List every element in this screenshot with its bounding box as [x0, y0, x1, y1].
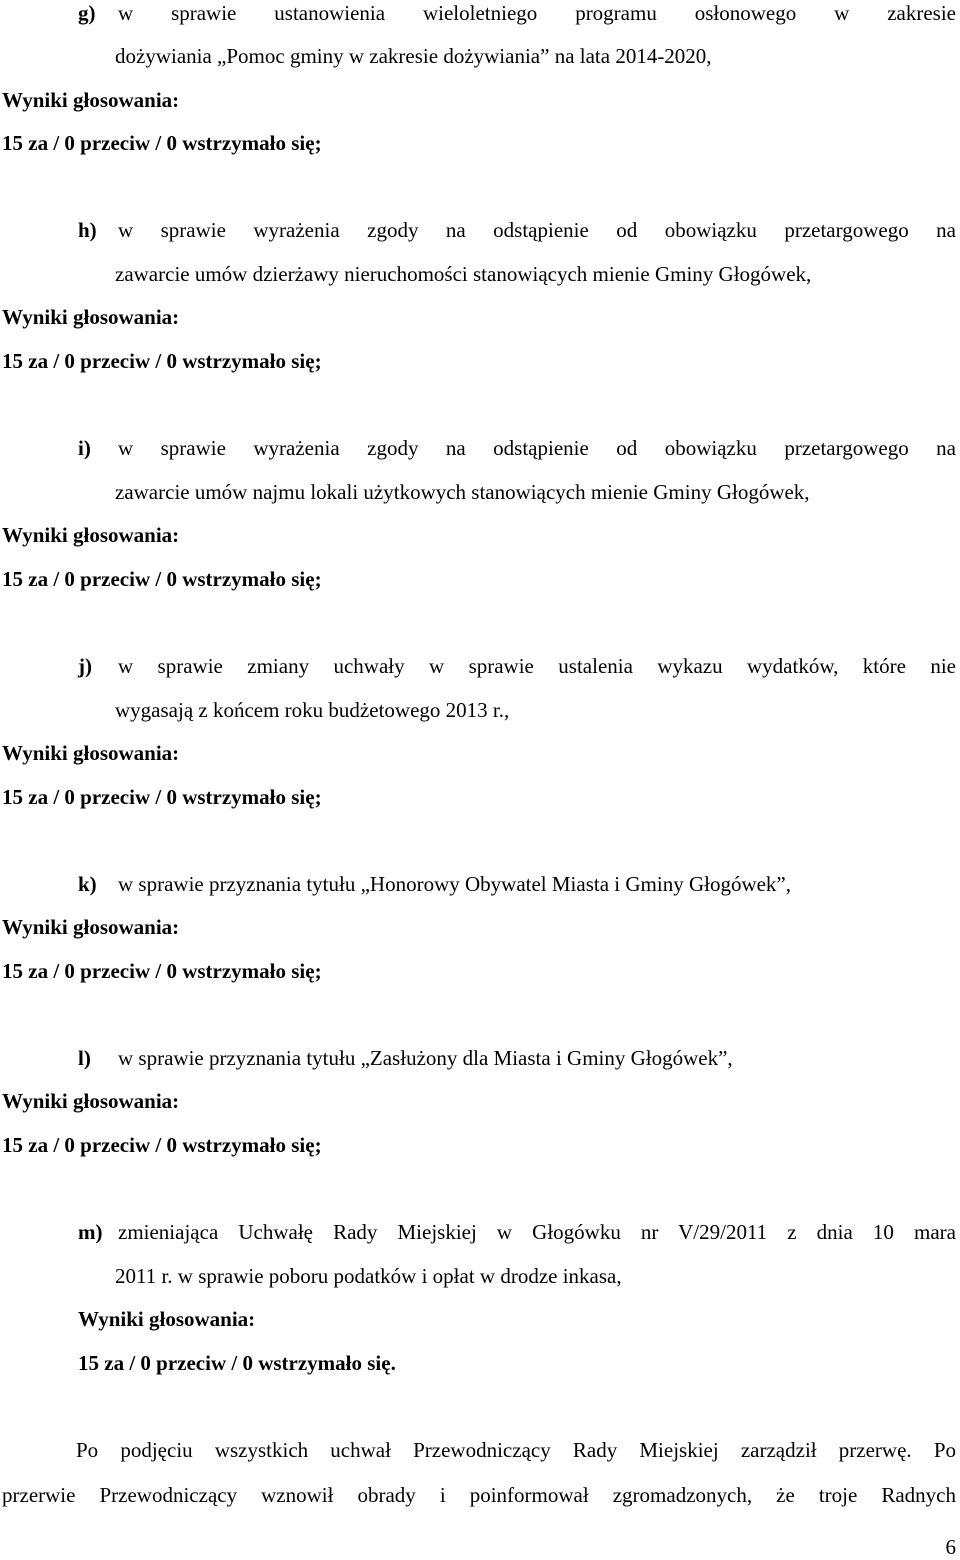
- item-g-line1: g) w sprawie ustanowienia wieloletniego programu osłonowego w zakresie: [78, 1, 956, 25]
- vote-heading: Wyniki głosowania:: [2, 915, 180, 939]
- item-label: h): [78, 218, 97, 242]
- item-h-line2: zawarcie umów dzierżawy nieruchomości stanowiących mienie Gminy Głogówek,: [115, 262, 812, 286]
- item-m-line2: 2011 r. w sprawie poboru podatków i opłat w drodze inkasa,: [115, 1264, 622, 1288]
- closing-paragraph-line2: przerwie Przewodniczący wznowił obrady i poinformował zgromadzonych, że troje Radnych: [2, 1483, 956, 1507]
- vote-heading: Wyniki głosowania:: [2, 523, 180, 547]
- page-number: 6: [945, 1535, 956, 1559]
- vote-result: 15 za / 0 przeciw / 0 wstrzymało się;: [2, 567, 322, 591]
- item-i-line1: i) w sprawie wyrażenia zgody na odstąpienie od obowiązku przetargowego na: [78, 436, 956, 460]
- item-label: m): [78, 1220, 103, 1244]
- item-j-line2: wygasają z końcem roku budżetowego 2013 r.,: [115, 698, 510, 722]
- item-label: j): [78, 654, 92, 678]
- item-label: i): [78, 436, 91, 460]
- vote-heading: Wyniki głosowania:: [2, 741, 180, 765]
- vote-result: 15 za / 0 przeciw / 0 wstrzymało się;: [2, 131, 322, 155]
- item-k-line1: k) w sprawie przyznania tytułu „Honorowy Obywatel Miasta i Gminy Głogówek”,: [78, 872, 792, 896]
- vote-heading: Wyniki głosowania:: [2, 305, 180, 329]
- item-label: k): [78, 872, 97, 896]
- item-h-line1: h) w sprawie wyrażenia zgody na odstąpienie od obowiązku przetargowego na: [78, 218, 956, 242]
- item-j-line1: j) w sprawie zmiany uchwały w sprawie ustalenia wykazu wydatków, które nie: [78, 654, 956, 678]
- vote-heading: Wyniki głosowania:: [78, 1307, 256, 1331]
- vote-result: 15 za / 0 przeciw / 0 wstrzymało się;: [2, 959, 322, 983]
- vote-result: 15 za / 0 przeciw / 0 wstrzymało się;: [2, 349, 322, 373]
- item-l-line1: l) w sprawie przyznania tytułu „Zasłużony dla Miasta i Gminy Głogówek”,: [78, 1046, 733, 1070]
- vote-result: 15 za / 0 przeciw / 0 wstrzymało się;: [2, 1133, 322, 1157]
- vote-heading: Wyniki głosowania:: [2, 88, 180, 112]
- item-i-line2: zawarcie umów najmu lokali użytkowych stanowiących mienie Gminy Głogówek,: [115, 480, 810, 504]
- item-label: g): [78, 1, 96, 25]
- vote-heading: Wyniki głosowania:: [2, 1089, 180, 1113]
- vote-result: 15 za / 0 przeciw / 0 wstrzymało się.: [78, 1351, 396, 1375]
- vote-result: 15 za / 0 przeciw / 0 wstrzymało się;: [2, 785, 322, 809]
- item-g-line2: dożywiania „Pomoc gminy w zakresie dożywiania” na lata 2014-2020,: [115, 44, 712, 68]
- closing-paragraph-line1: Po podjęciu wszystkich uchwał Przewodniczący Rady Miejskiej zarządził przerwę. Po: [76, 1438, 956, 1462]
- item-label: l): [78, 1046, 91, 1070]
- item-m-line1: m) zmieniająca Uchwałę Rady Miejskiej w Głogówku nr V/29/2011 z dnia 10 mara: [78, 1220, 956, 1244]
